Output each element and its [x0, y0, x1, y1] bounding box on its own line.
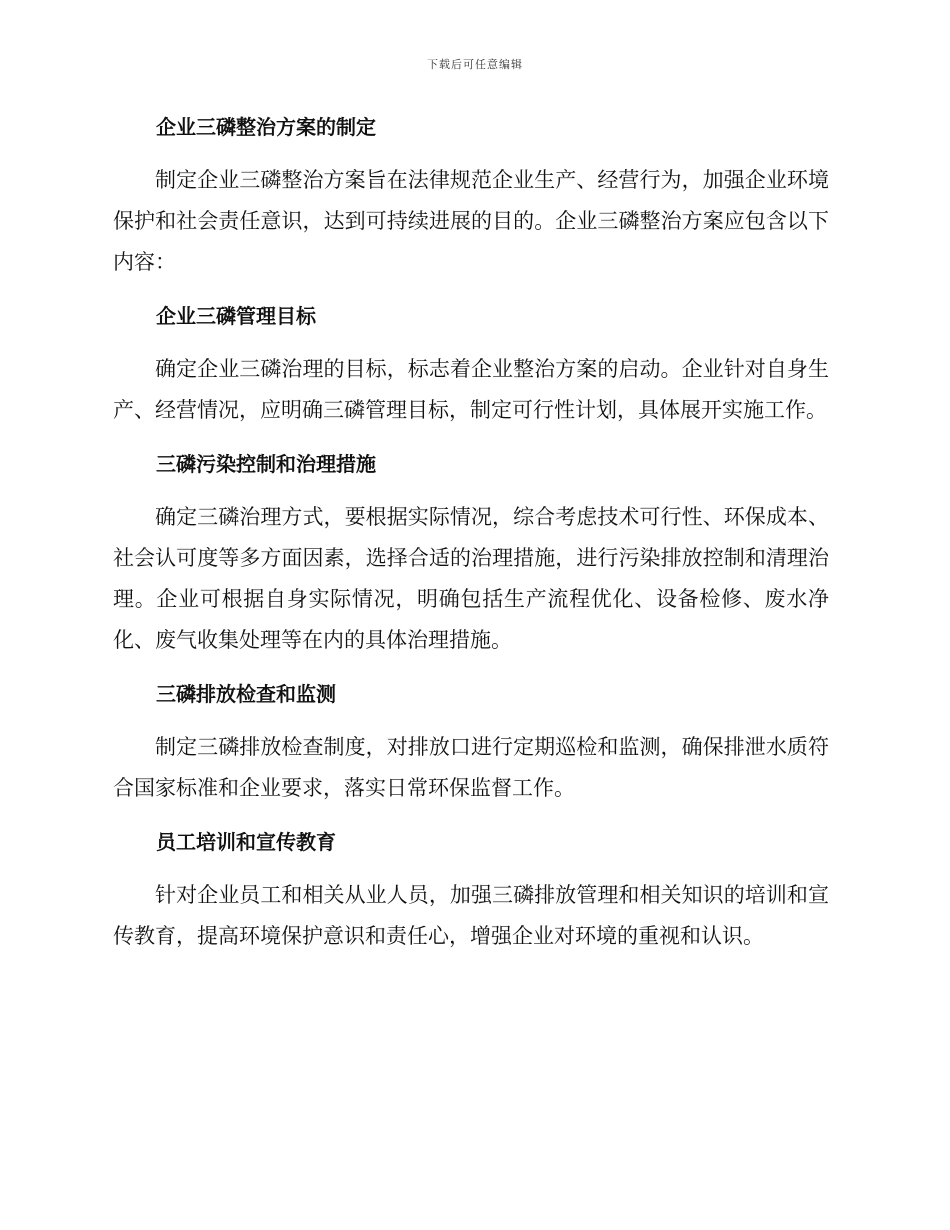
page-header: 下载后可任意编辑: [427, 58, 523, 71]
section-heading: 三磷污染控制和治理措施: [156, 452, 376, 476]
section-paragraph: 确定企业三磷治理的目标，标志着企业整治方案的启动。企业针对自身生产、经营情况，应明确三磷管理目标，制定可行性计划，具体展开实施工作。: [113, 357, 829, 422]
section-paragraph: 制定企业三磷整治方案旨在法律规范企业生产、经营行为，加强企业环境保护和社会责任意识，达到可持续进展的目的。企业三磷整治方案应包含以下内容：: [113, 168, 829, 274]
section-heading: 员工培训和宣传教育: [156, 830, 336, 854]
section-paragraph: 确定三磷治理方式，要根据实际情况，综合考虑技术可行性、环保成本、社会认可度等多方面因素，选择合适的治理措施，进行污染排放控制和清理治理。企业可根据自身实际情况，明确包括生产流程优化、设备检修、废水净化、废气收集处理等在内的具体治理措施。: [113, 505, 829, 652]
document-body: [113, 106, 829, 957]
section-paragraph: 制定三磷排放检查制度，对排放口进行定期巡检和监测，确保排泄水质符合国家标准和企业要求，落实日常环保监督工作。: [113, 735, 829, 800]
section-paragraph: 针对企业员工和相关从业人员，加强三磷排放管理和相关知识的培训和宣传教育，提高环境保护意识和责任心，增强企业对环境的重视和认识。: [113, 883, 829, 948]
section-heading: 三磷排放检查和监测: [156, 682, 336, 706]
section-heading: 企业三磷整治方案的制定: [156, 115, 376, 139]
section-heading: 企业三磷管理目标: [156, 304, 316, 328]
